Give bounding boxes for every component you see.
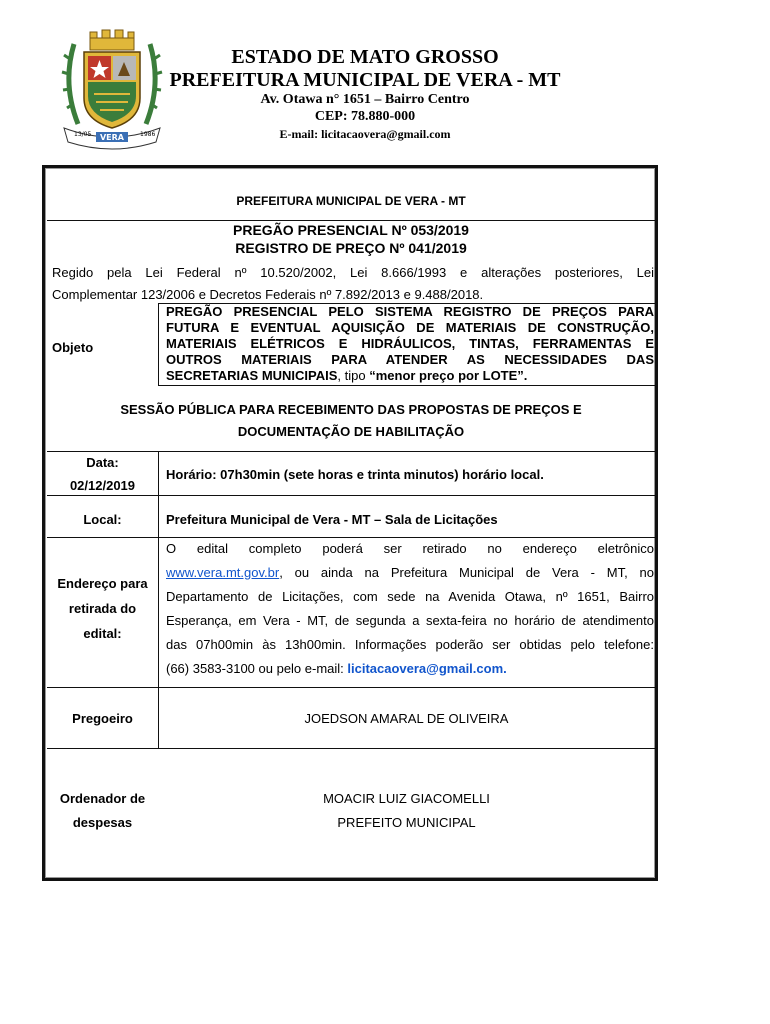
endereco-text: O edital completo poderá ser retirado no endereço eletrônico xyxy=(166,541,654,556)
row-divider xyxy=(47,495,655,496)
horario: Horário: 07h30min (sete horas e trinta minutos) horário local. xyxy=(166,467,544,482)
objeto-criterio: “menor preço por LOTE”. xyxy=(369,368,528,383)
municipal-coat-of-arms xyxy=(60,24,164,154)
endereco-label: edital: xyxy=(83,626,122,641)
endereco-text xyxy=(166,661,507,677)
crest-banner-text: VERA xyxy=(99,133,125,142)
header-cep: CEP: 78.880-000 xyxy=(314,109,416,124)
website-link[interactable]: www.vera.mt.gov.br xyxy=(166,565,280,580)
endereco-label: retirada do xyxy=(68,601,137,616)
objeto-line: MATERIAIS ELÉTRICOS E HIDRÁULICOS, TINTAS, FERRAMENTAS E xyxy=(166,336,654,351)
row-divider xyxy=(158,385,655,386)
row-divider xyxy=(47,220,655,221)
objeto-secretarias: SECRETARIAS MUNICIPAIS xyxy=(166,368,338,383)
endereco-text: das 07h00min às 13h00min. Informações poderão ser obtidas pelo telefone: xyxy=(166,637,654,652)
row-divider xyxy=(47,748,655,749)
session-title: SESSÃO PÚBLICA PARA RECEBIMENTO DAS PROPOSTAS DE PREÇOS E xyxy=(120,402,582,417)
pregoeiro-name: JOEDSON AMARAL DE OLIVEIRA xyxy=(304,711,509,726)
ordenador-label: despesas xyxy=(72,815,133,830)
row-divider xyxy=(47,451,655,452)
col-divider xyxy=(158,303,159,386)
ordenador-label: Ordenador de xyxy=(59,791,146,806)
pregoeiro-label: Pregoeiro xyxy=(72,711,133,726)
header-address: Av. Otawa n° 1651 – Bairro Centro xyxy=(260,92,470,107)
legal-basis-line: Complementar 123/2006 e Decretos Federais nº 7.892/2013 e 9.488/2018. xyxy=(52,287,484,302)
objeto-line: OUTROS MATERIAIS PARA ATENDER AS NECESSIDADES DAS xyxy=(166,352,654,367)
objeto-last-line xyxy=(166,368,527,384)
org-title: PREFEITURA MUNICIPAL DE VERA - MT xyxy=(236,194,466,208)
data-value: 02/12/2019 xyxy=(69,478,136,493)
objeto-line: PREGÃO PRESENCIAL PELO SISTEMA REGISTRO DE PREÇOS PARA xyxy=(166,304,654,319)
registro-number: REGISTRO DE PREÇO Nº 041/2019 xyxy=(235,240,467,256)
col-divider xyxy=(655,303,656,386)
local-value: Prefeitura Municipal de Vera - MT – Sala de Licitações xyxy=(166,512,498,527)
endereco-text-rest: , ou ainda na Prefeitura Municipal de Vera - MT, no xyxy=(279,565,654,580)
objeto-label: Objeto xyxy=(52,340,94,355)
state-name: ESTADO DE MATO GROSSO xyxy=(231,46,499,68)
local-label: Local: xyxy=(83,512,122,527)
objeto-line: FUTURA E EVENTUAL AQUISIÇÃO DE MATERIAIS DE CONSTRUÇÃO, xyxy=(166,320,654,335)
row-divider xyxy=(47,687,655,688)
ordenador-role: PREFEITO MUNICIPAL xyxy=(337,815,476,830)
col-divider xyxy=(158,451,159,748)
ordenador-name: MOACIR LUIZ GIACOMELLI xyxy=(323,791,490,806)
col-divider xyxy=(655,451,656,876)
crest-year-left: 13/05 xyxy=(74,131,92,138)
row-divider xyxy=(47,537,655,538)
city-hall-name: PREFEITURA MUNICIPAL DE VERA - MT xyxy=(169,69,561,91)
pregao-number: PREGÃO PRESENCIAL Nº 053/2019 xyxy=(233,222,469,238)
header-email: E-mail: licitacaovera@gmail.com xyxy=(279,127,451,141)
session-title: DOCUMENTAÇÃO DE HABILITAÇÃO xyxy=(237,424,465,439)
endereco-label: Endereço para xyxy=(57,576,148,591)
endereco-phone: (66) 3583-3100 ou pelo e-mail: xyxy=(166,661,348,676)
endereco-text: Esperança, em Vera - MT, de segunda a sexta-feira no horário de atendimento xyxy=(166,613,654,628)
email-link[interactable]: licitacaovera@gmail.com. xyxy=(347,661,507,676)
legal-basis-line: Regido pela Lei Federal nº 10.520/2002, Lei 8.666/1993 e alterações posteriores, Lei xyxy=(52,265,654,280)
objeto-tipo: , tipo xyxy=(337,368,370,383)
crest-year-right: 1986 xyxy=(140,131,156,138)
endereco-text: Departamento de Licitações, com sede na Avenida Otawa, nº 1651, Bairro xyxy=(166,589,654,604)
endereco-text xyxy=(166,565,654,581)
data-label: Data: xyxy=(86,455,119,470)
